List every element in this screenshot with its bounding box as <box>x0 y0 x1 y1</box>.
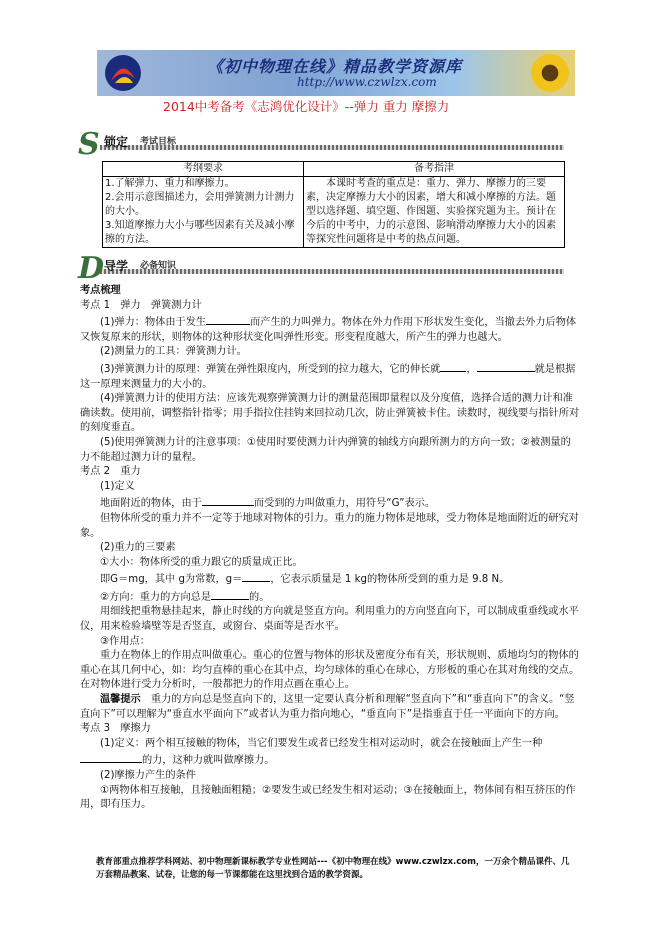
topic-heading: 考点 2 重力 <box>80 466 141 478</box>
section-header-guide <box>78 251 564 286</box>
paragraph: ②方向：重力的方向总是 的。 <box>80 588 580 606</box>
paragraph: 但物体所受的重力并不一定等于地球对物体的引力。重力的施力物体是地球，受力物体是地面附近的研究对象。 <box>80 512 579 539</box>
fill-blank <box>206 313 250 325</box>
paragraph: (3)弹簧测力计的原理：弹簧在弹性限度内，所受到的拉力越大，它的伸长就 ， 就是根据这一原理来测量力的大小的。 <box>80 360 580 392</box>
fill-blank <box>202 494 254 506</box>
topic-heading: 考点 3 摩擦力 <box>80 723 151 735</box>
topic-heading: 考点 1 弹力 弹簧测力计 <box>80 299 202 311</box>
paragraph: 即G＝mg，其中 g为常数，g＝ ，它表示质量是 1 kg的物体所受到的重力是 9.8 N。 <box>80 570 580 588</box>
fill-blank <box>440 360 466 372</box>
page-footer: 教育部重点推荐学科网站、初中物理新课标教学专业性网站---《初中物理在线》www.czwlzx.com，一万余个精品课件、几万套精品教案、试卷，让您的每一节课都能在这里找到合适的教学资源。 <box>96 857 570 880</box>
fill-blank <box>80 751 142 763</box>
paragraph: ①两物体相互接触，且接触面粗糙；②要发生或已经发生相对运动；③在接触面上，物体间有相互挤压的作用，即有压力。 <box>80 784 576 811</box>
document-body <box>80 284 580 813</box>
header-banner <box>97 50 575 96</box>
paragraph: (1)弹力：物体由于发生 而产生的力叫弹力。物体在外力作用下形状发生变化，当撤去外力后物体又恢复原来的形状，则物体的这种形状变化叫弹性形变。形变程度越大，所产生的弹力也越大。 <box>80 313 580 345</box>
table-header: 考纲要求 <box>103 162 304 177</box>
fill-blank <box>242 570 270 582</box>
subheading: (2)摩擦力产生的条件 <box>100 770 196 781</box>
banner-title: 《初中物理在线》精品教学资源库 <box>207 57 463 76</box>
section-tag: 考试目标 <box>140 137 177 147</box>
fill-blank <box>477 360 535 372</box>
paragraph: 用细线把重物悬挂起来，静止时线的方向就是竖直方向。利用重力的方向竖直向下，可以制成重垂线或水平仪，用来检验墙壁等是否竖直，或窗台、桌面等是否水平。 <box>80 606 579 633</box>
paragraph: (2)测量力的工具：弹簧测力计。 <box>100 346 247 358</box>
section-letter: S <box>78 127 100 162</box>
table-cell-guidance: 本课时考查的重点是：重力、弹力、摩擦力的三要素，决定摩擦力大小的因素，增大和减小摩擦的方法。题型以选择题、填空题、作图题、实验探究题为主。预计在今后的中考中，力的示意图、影响滑动摩擦力大小的因素等探究性问题将是中考的热点问题。 <box>304 177 565 248</box>
document-title: 2014中考备考《志鸿优化设计》--弹力 重力 摩擦力 <box>163 99 450 114</box>
tip-label: 温馨提示 <box>100 694 141 706</box>
section-letter: D <box>78 251 105 286</box>
paragraph: (5)使用弹簧测力计的注意事项：①使用时要使测力计内弹簧的轴线方向跟所测力的方向一致；②被测量的力不能超过测力计的量程。 <box>80 436 571 463</box>
sunflower-icon <box>531 54 569 92</box>
heading-key-points: 考点梳理 <box>80 285 121 296</box>
paragraph: 地面附近的物体，由于 而受到的力叫做重力，用符号“G”表示。 <box>80 494 580 512</box>
banner-url[interactable]: http://www.czwlzx.com <box>297 75 437 89</box>
paragraph: 重力在物体上的作用点叫做重心。重心的位置与物体的形状及密度分布有关，形状规则、质地均匀的物体的重心在其几何中心，如：均匀直棒的重心在其中点，均匀球体的重心在球心，方形板的重心在其对角线的交点。在对物体进行受力分析时，一般都把力的作用点画在重心上。 <box>80 650 580 691</box>
section-tag: 必备知识 <box>140 261 177 271</box>
paragraph: ①大小：物体所受的重力跟它的质量成正比。 <box>100 556 303 568</box>
site-logo-icon <box>103 53 143 93</box>
tip-paragraph: 温馨提示 重力的方向总是竖直向下的，这里一定要认真分析和理解“竖直向下”和“垂直向下”的含义。“竖直向下”可以理解为“垂直水平面向下”或者认为重力指向地心，“垂直向下”是指垂直于任一平面向下的方向。 <box>80 694 575 720</box>
table-cell-requirements: 1.了解弹力、重力和摩擦力。 2.会用示意图描述力，会用弹簧测力计测力的大小。 3.知道摩擦力大小与哪些因素有关及减小摩擦的方法。 <box>103 177 304 248</box>
subheading: (1)定义 <box>100 480 135 492</box>
requirements-table <box>102 161 565 248</box>
subheading: (2)重力的三要素 <box>100 542 176 554</box>
paragraph: (1)定义：两个相互接触的物体，当它们要发生或者已经发生相对运动时，就会在接触面上产生一种的力，这种力就叫做摩擦力。 <box>80 737 580 769</box>
section-title: 导学 <box>104 259 129 273</box>
table-header: 备考指津 <box>304 162 565 177</box>
section-header-exam-goals <box>78 127 564 162</box>
section-title: 锁定 <box>104 135 129 149</box>
paragraph: ③作用点： <box>100 635 150 647</box>
fill-blank <box>211 588 249 600</box>
paragraph: (4)弹簧测力计的使用方法：应该先观察弹簧测力计的测量范围即量程以及分度值，选择合适的测力计和准确读数。使用前，调整指针指零；用手指拉住挂钩来回拉动几次，防止弹簧被卡住。读数时，视线要与指针所对的刻度垂直。 <box>80 393 580 434</box>
